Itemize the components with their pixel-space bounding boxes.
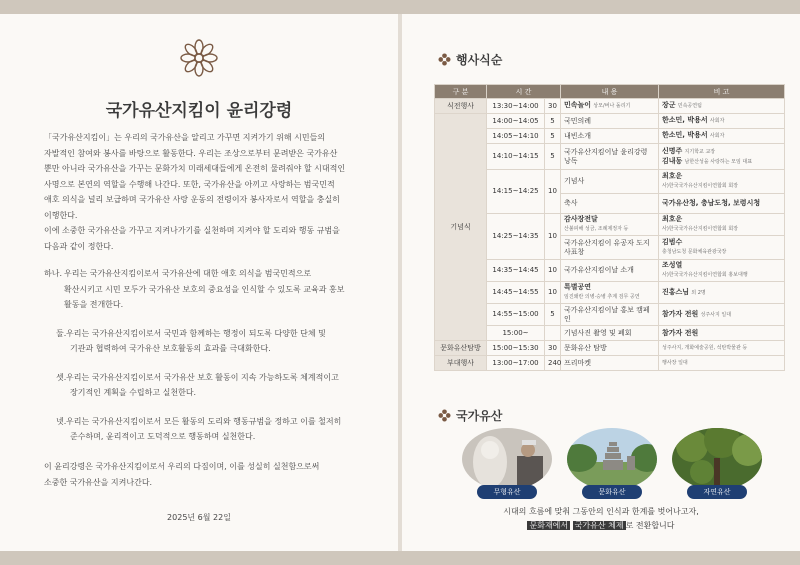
time-cell: 15:00~15:30: [487, 341, 545, 356]
left-page: [0, 14, 398, 551]
pledge-number: 넷.: [56, 416, 67, 426]
table-header-row: [435, 85, 785, 99]
pledge-item-1: [44, 266, 374, 313]
pledge-line: 우리는 국가유산지킴이로서 국가유산에 대한 애호 의식을 범국민적으로: [64, 269, 312, 278]
group-cell: 부대행사: [435, 356, 487, 371]
note-cell: 김범수 충청남도청 문화체육관광국장: [659, 236, 785, 260]
content-cell: 국가유산지킴이날 소개: [561, 260, 659, 282]
content-cell: 문화유산 탐방: [561, 341, 659, 356]
table-row: [435, 260, 785, 282]
ethics-title: 국가유산지킴이 윤리강령: [105, 101, 293, 121]
time-cell: 14:35~14:45: [487, 260, 545, 282]
natural-heritage-image: [672, 428, 762, 490]
header-cell: 구 분: [435, 85, 487, 99]
table-row: [435, 326, 785, 341]
minutes-cell: 5: [545, 129, 561, 144]
pledge-list: [44, 266, 374, 458]
category-label-cultural: 문화유산: [582, 485, 642, 499]
category-label-intangible: 무형유산: [477, 485, 537, 499]
intro-line: 뿐만 아니라 국가유산을 가꾸는 문화가치 미래세대들에게 온전히 물려줘야 할 시대적인: [44, 164, 346, 173]
content-cell: 기념사진 촬영 및 폐회: [561, 326, 659, 341]
time-cell: 14:00~14:05: [487, 114, 545, 129]
content-cell: 특별공연 임진왜란 의병·승병 추계 검무 공연: [561, 282, 659, 304]
schedule-title: 행사식순: [456, 53, 503, 67]
time-cell: 14:15~14:25: [487, 170, 545, 214]
category-label-natural: 자연유산: [687, 485, 747, 499]
pledge-number: 둘.: [56, 328, 67, 338]
table-row: [435, 214, 785, 236]
table-row: [435, 356, 785, 371]
pledge-line: 확산시키고 시민 모두가 국가유산 보호의 중요성을 인식할 수 있도록 교육과 홍보: [64, 284, 345, 294]
table-row: [435, 170, 785, 194]
content-cell: 국민의례: [561, 114, 659, 129]
pledge-line: 활동을 전개한다.: [64, 300, 124, 309]
header-cell: 내 용: [561, 85, 659, 99]
flower-bullet-icon: [438, 53, 451, 66]
intro-line: 사명으로 본연의 역할을 수행해 나간다. 또한, 국가유산을 아끼고 사랑하는 범국민적: [44, 179, 335, 189]
date-text: 2025년 6월 22일: [167, 513, 231, 522]
highlight-munhwajae: 문화재에서: [529, 521, 569, 530]
table-row: [435, 129, 785, 144]
content-cell: 국가유산지킴이날 홍보 캠페인: [561, 304, 659, 326]
time-cell: 13:00~17:00: [487, 356, 545, 371]
top-band: [0, 0, 800, 14]
pledge-line: 기관과 협력하여 국가유산 보호활동의 효과를 극대화한다.: [70, 344, 271, 353]
bottom-band: [0, 551, 800, 565]
note-cell: 행사장 일대: [659, 356, 785, 371]
note-cell: 최호운 사)한국국가유산지킴이연합회 회장: [659, 214, 785, 236]
closing-line: 소중한 국가유산을 지켜나간다.: [44, 477, 153, 487]
intro-line: 「국가유산지킴이」는 우리의 국가유산을 알리고 가꾸면 지켜가기 위해 시민들의: [44, 133, 326, 142]
heritage-categories: [442, 428, 782, 503]
flower-bullet-icon: [438, 409, 451, 422]
schedule-heading: [438, 51, 502, 68]
message-line-1: 시대의 흐름에 맞춰 그동안의 인식과 한계를 벗어나고자,: [503, 507, 699, 516]
note-cell: 참가자 전원: [659, 326, 785, 341]
table-row: [435, 99, 785, 114]
minutes-cell: 10: [545, 170, 561, 214]
content-cell: 축사: [561, 194, 659, 214]
pledge-line: 우리는 국가유산지킴이로서 국민과 함께하는 행정이 되도록 다양한 단체 및: [66, 328, 326, 338]
right-page: [402, 14, 800, 551]
message-line-2: [402, 519, 800, 533]
note-cell: 장군 민속공연팀: [659, 99, 785, 114]
content-cell: 민속놀이 상모/버나 돌리기: [561, 99, 659, 114]
pledge-item-2: [44, 326, 374, 357]
minutes-cell: 5: [545, 304, 561, 326]
content-cell: 내빈소개: [561, 129, 659, 144]
content-cell: 기념사: [561, 170, 659, 194]
note-cell: 성주사지, 개화예술공원, 석탄박물관 등: [659, 341, 785, 356]
intro-paragraph: [44, 130, 364, 254]
time-cell: 15:00~: [487, 326, 545, 341]
table-row: [435, 304, 785, 326]
minutes-cell: 30: [545, 341, 561, 356]
note-cell: 최호운 사)한국국가유산지킴이연합회 회장: [659, 170, 785, 194]
pledge-line: 우리는 국가유산지킴이로서 모든 활동의 도리와 행동규범을 정하고 이를 철저히: [66, 416, 342, 426]
content-cell: 프리마켓: [561, 356, 659, 371]
highlight-heritage-system: 국가유산 체제: [574, 521, 624, 530]
pledge-item-3: [44, 370, 374, 401]
time-cell: 14:10~14:15: [487, 144, 545, 170]
time-cell: 14:05~14:10: [487, 129, 545, 144]
table-row: [435, 144, 785, 170]
time-cell: 14:25~14:35: [487, 214, 545, 260]
note-cell: 국가유산청, 충남도청, 보령시청: [659, 194, 785, 214]
note-cell: 참가자 전원 성주사지 일대: [659, 304, 785, 326]
group-cell: 식전행사: [435, 99, 487, 114]
note-cell: 한소민, 박용서 사회자: [659, 129, 785, 144]
header-cell: 시 간: [487, 85, 561, 99]
minutes-cell: 10: [545, 260, 561, 282]
table-row: [435, 282, 785, 304]
minutes-cell: 30: [545, 99, 561, 114]
minutes-cell: 10: [545, 282, 561, 304]
content-cell: 국가유산지킴이 유공자 도지사표창: [561, 236, 659, 260]
group-cell: 문화유산탐방: [435, 341, 487, 356]
intro-line: 애호 의식을 널리 보급하며 국가유산 사랑 운동의 전령이자 봉사자로서 역할을 충실히: [44, 195, 340, 204]
pledge-line: 준수하며, 윤리적이고 도덕적으로 행동하며 실천한다.: [70, 432, 256, 441]
pledge-number: 셋.: [56, 372, 67, 382]
message-tail: 로 전환합니다: [625, 521, 675, 530]
time-cell: 14:45~14:55: [487, 282, 545, 304]
group-cell: 기념식: [435, 114, 487, 341]
transition-message: [402, 505, 800, 533]
minutes-cell: 240: [545, 356, 561, 371]
note-cell: 진홍스님 외 2명: [659, 282, 785, 304]
closing-paragraph: [44, 459, 374, 490]
heritage-heading: [438, 407, 502, 424]
note-cell: 신명주 지기학교 교장 김내동 남한산성을 사랑하는 모임 대표: [659, 144, 785, 170]
intro-line: 다음과 같이 정한다.: [44, 241, 114, 251]
intro-line: 이행한다.: [44, 210, 78, 220]
schedule-table: [434, 84, 785, 371]
lotus-emblem-icon: [179, 38, 219, 78]
note-cell: 조성열 사)한국국가유산지킴이연합회 홍보대행: [659, 260, 785, 282]
note-cell: 한소민, 박용서 사회자: [659, 114, 785, 129]
closing-line: 이 윤리강령은 국가유산지킴이로서 우리의 다짐이며, 이를 성실히 실천함으로써: [44, 462, 320, 471]
intangible-heritage-image: [462, 428, 552, 490]
minutes-cell: [545, 326, 561, 341]
content-cell: 감사장전달 산불피해 성금, 조례제정자 등: [561, 214, 659, 236]
content-cell: 국가유산지킴이날 윤리강령 낭독: [561, 144, 659, 170]
pledge-line: 장기적인 계획을 수립하고 실천한다.: [70, 388, 197, 397]
table-row: [435, 341, 785, 356]
header-cell: 비 고: [659, 85, 785, 99]
heritage-title: 국가유산: [456, 409, 503, 423]
minutes-cell: 5: [545, 144, 561, 170]
cultural-heritage-image: [567, 428, 657, 490]
pledge-number: 하나.: [44, 269, 62, 278]
intro-line: 이에 소중한 국가유산을 가꾸고 지켜나가기를 실천하며 지켜야 할 도리와 행동 규범을: [44, 226, 340, 235]
minutes-cell: 10: [545, 214, 561, 260]
time-cell: 13:30~14:00: [487, 99, 545, 114]
intro-line: 자발적인 참여와 봉사를 바탕으로 활동한다. 우리는 조상으로부터 문려받은 국가유산: [44, 148, 338, 158]
minutes-cell: 5: [545, 114, 561, 129]
pledge-line: 우리는 국가유산지킴이로서 국가유산 보호 활동이 지속 가능하도록 체계적이고: [66, 372, 339, 382]
time-cell: 14:55~15:00: [487, 304, 545, 326]
pledge-item-4: [44, 414, 374, 445]
table-row: [435, 114, 785, 129]
